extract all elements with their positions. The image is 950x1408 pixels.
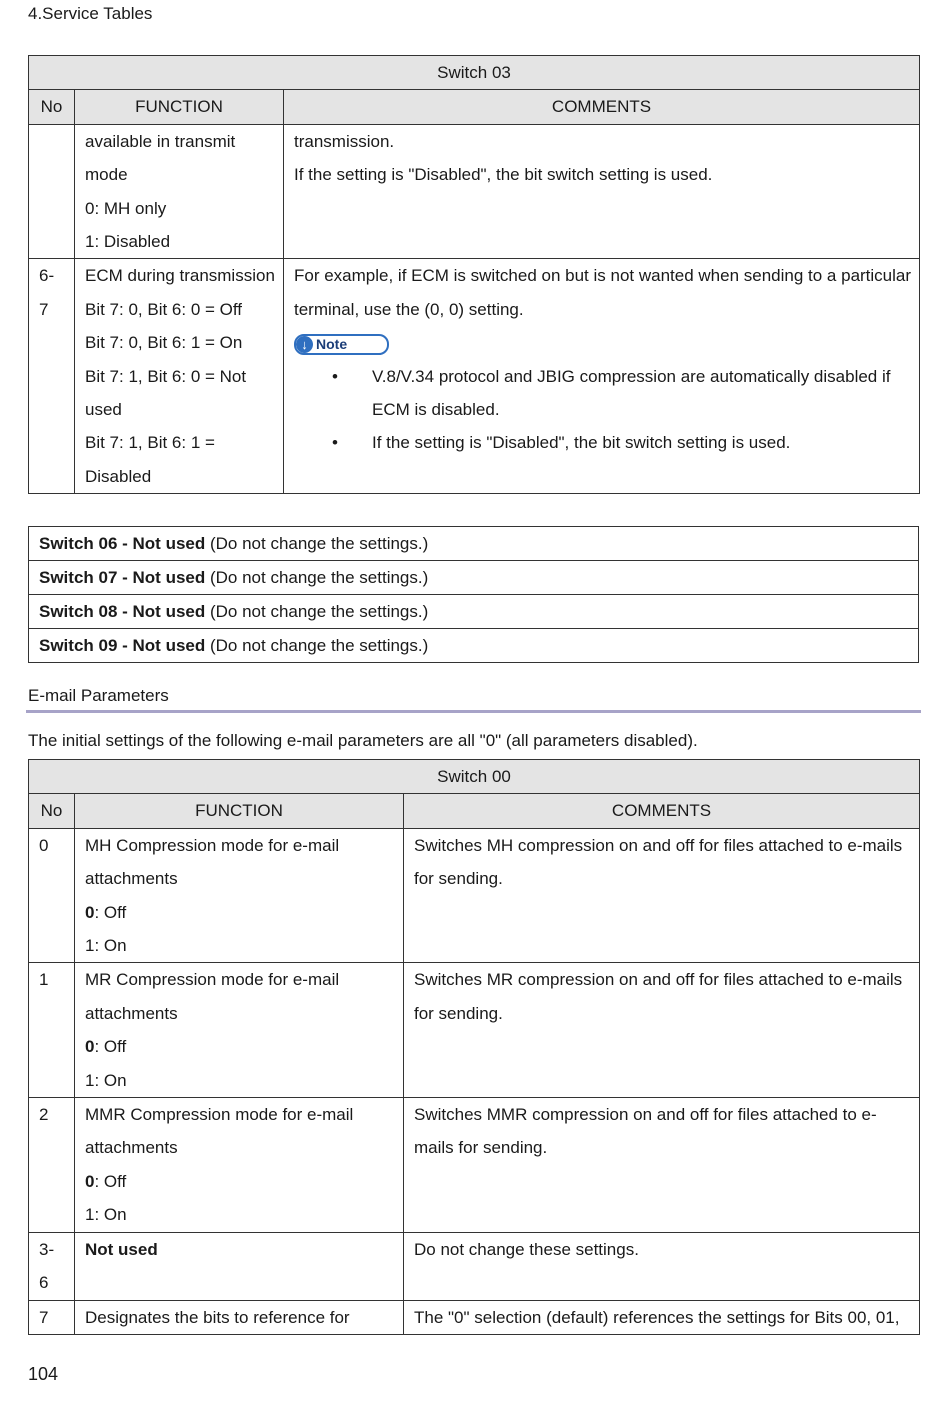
- comment-line: terminal, use the (0, 0) setting.: [294, 299, 524, 319]
- bullet-icon: •: [332, 433, 338, 453]
- function-line: mode: [85, 165, 128, 185]
- function-line: Disabled: [85, 466, 152, 486]
- table-row: Switch 07 - Not used (Do not change the settings.): [29, 561, 919, 595]
- table-row: Switch 08 - Not used (Do not change the settings.): [29, 595, 919, 629]
- comments-cell: [284, 259, 920, 494]
- page-number: 104: [28, 1364, 59, 1384]
- comment-line: If the setting is "Disabled", the bit switch setting is used.: [294, 165, 713, 185]
- note-badge: [294, 334, 389, 355]
- function-line: used: [85, 400, 122, 420]
- switch-00-table: [28, 759, 920, 1335]
- comments-cell: Switches MMR compression on and off for files attached to e- mails for sending.: [404, 1098, 920, 1233]
- column-header-no: No: [29, 794, 75, 828]
- function-line: available in transmit: [85, 131, 236, 151]
- section-title: E-mail Parameters: [28, 686, 169, 705]
- comments-cell: The "0" selection (default) references the settings for Bits 00, 01,: [404, 1300, 920, 1334]
- section-intro: The initial settings of the following e-mail parameters are all "0" (all parameters disabled).: [28, 731, 698, 750]
- function-line: Bit 7: 0, Bit 6: 0 = Off: [85, 299, 243, 319]
- function-cell: Designates the bits to reference for: [75, 1300, 404, 1334]
- function-line: Bit 7: 0, Bit 6: 1 = On: [85, 333, 243, 353]
- function-cell: MH Compression mode for e-mail attachments 0: Off 1: On: [75, 828, 404, 963]
- table-row: [29, 1232, 920, 1300]
- column-header-no: No: [29, 90, 75, 124]
- table-row: [29, 259, 920, 494]
- table-title: Switch 03: [29, 56, 920, 90]
- table-row: [29, 124, 920, 259]
- function-cell: MMR Compression mode for e-mail attachments 0: Off 1: On: [75, 1098, 404, 1233]
- table-row: Switch 06 - Not used (Do not change the settings.): [29, 527, 919, 561]
- bullet-item: • If the setting is "Disabled", the bit switch setting is used.: [294, 426, 909, 459]
- function-cell: Not used: [75, 1232, 404, 1300]
- table-title: Switch 00: [29, 760, 920, 794]
- function-line: Bit 7: 1, Bit 6: 1 =: [85, 433, 215, 453]
- function-cell: MR Compression mode for e-mail attachments 0: Off 1: On: [75, 963, 404, 1098]
- row-number: 6- 7: [29, 259, 75, 494]
- row-number: 1: [29, 963, 75, 1098]
- table-row: [29, 963, 920, 1098]
- table-row: [29, 1098, 920, 1233]
- comments-cell: [284, 124, 920, 259]
- arrow-down-icon: ↓: [296, 336, 313, 353]
- column-header-comments: COMMENTS: [404, 794, 920, 828]
- comments-cell: Switches MH compression on and off for files attached to e-mails for sending.: [404, 828, 920, 963]
- comments-cell: Switches MR compression on and off for files attached to e-mails for sending.: [404, 963, 920, 1098]
- column-header-function: FUNCTION: [75, 794, 404, 828]
- table-row: [29, 828, 920, 963]
- row-number: 7: [29, 1300, 75, 1334]
- function-cell: [75, 259, 284, 494]
- row-number: [29, 124, 75, 259]
- not-used-switches-table: [28, 526, 919, 663]
- page-header: 4.Service Tables: [28, 4, 153, 23]
- bullet-item: • V.8/V.34 protocol and JBIG compression are automatically disabled if ECM is disabled.: [294, 360, 909, 427]
- section-divider: [26, 710, 921, 713]
- table-row: [29, 1300, 920, 1334]
- table-row: Switch 09 - Not used (Do not change the settings.): [29, 629, 919, 663]
- function-cell: [75, 124, 284, 259]
- row-number: 2: [29, 1098, 75, 1233]
- comment-line: transmission.: [294, 131, 395, 151]
- comments-cell: Do not change these settings.: [404, 1232, 920, 1300]
- comment-line: For example, if ECM is switched on but is not wanted when sending to a particular: [294, 266, 912, 286]
- switch-03-table: [28, 55, 920, 494]
- bullet-icon: •: [332, 366, 338, 386]
- column-header-comments: COMMENTS: [284, 90, 920, 124]
- function-line: ECM during transmission: [85, 266, 275, 286]
- row-number: 3- 6: [29, 1232, 75, 1300]
- function-line: 0: MH only: [85, 198, 167, 218]
- function-line: 1: Disabled: [85, 232, 171, 252]
- row-number: 0: [29, 828, 75, 963]
- function-line: Bit 7: 1, Bit 6: 0 = Not: [85, 366, 247, 386]
- note-label: Note: [316, 336, 348, 353]
- column-header-function: FUNCTION: [75, 90, 284, 124]
